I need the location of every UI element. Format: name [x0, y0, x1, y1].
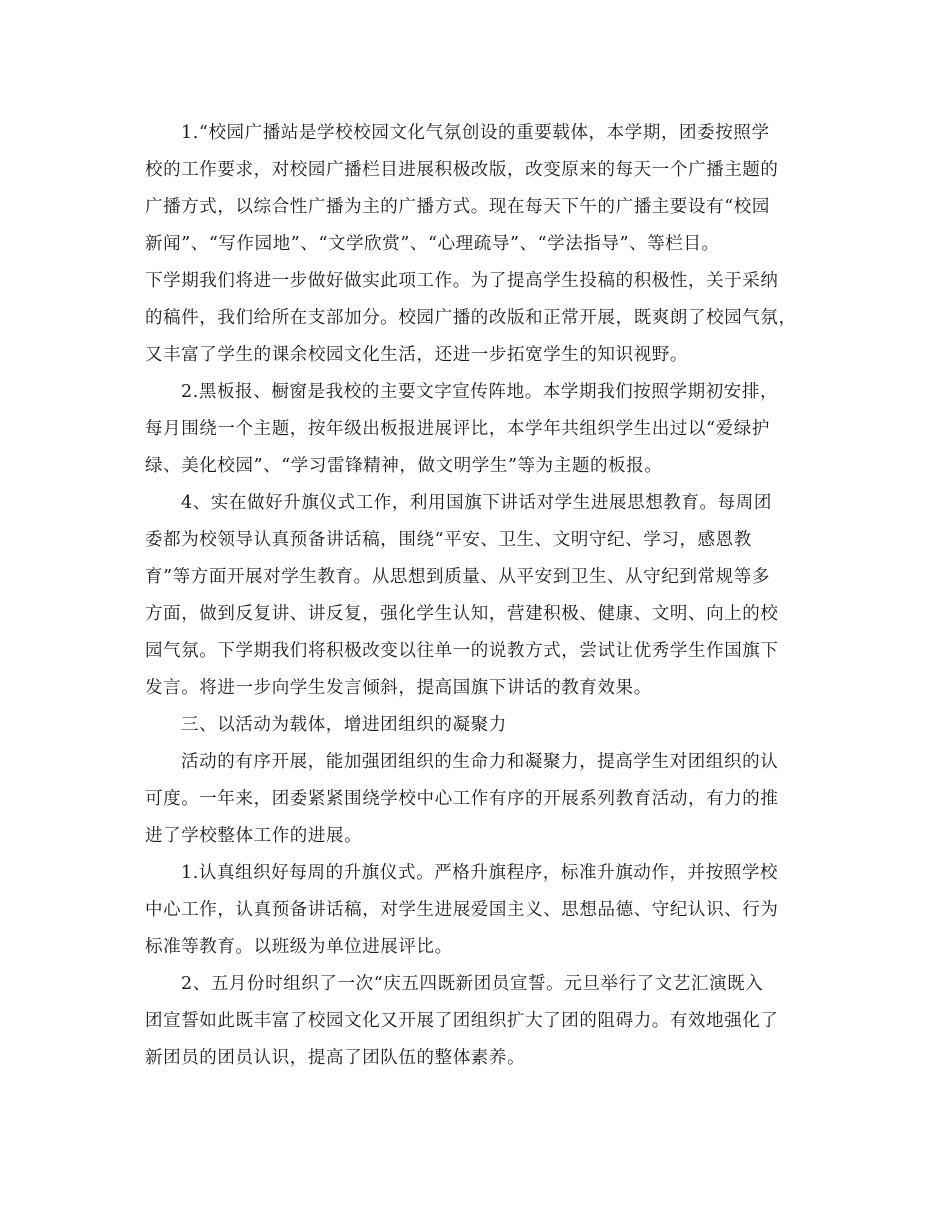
paragraph-line: 园气氛。下学期我们将积极改变以往单一的说教方式，尝试让优秀学生作国旗下 [145, 641, 779, 661]
section-heading: 三、以活动为载体，增进团组织的凝聚力 [181, 715, 507, 735]
paragraph-line: 委都为校领导认真预备讲话稿，围绕“平安、卫生、文明守纪、学习，感恩教 [145, 530, 752, 550]
paragraph-line: 新团员的团员认识，提高了团队伍的整体素养。 [145, 1048, 526, 1068]
paragraph-line: 方面，做到反复讲、讲反复，强化学生认知，营建积极、健康、文明、向上的校 [145, 604, 779, 624]
paragraph-line: 校的工作要求，对校园广播栏目进展积极改版，改变原来的每天一个广播主题的 [145, 160, 779, 180]
paragraph-line: 下学期我们将进一步做好做实此项工作。为了提高学生投稿的积极性，关于采纳 [145, 271, 779, 291]
paragraph-line: 绿、美化校园”、“学习雷锋精神，做文明学生”等为主题的板报。 [145, 456, 663, 476]
paragraph-line: 1.“校园广播站是学校校园文化气氛创设的重要载体，本学期，团委按照学 [181, 123, 770, 143]
paragraph-line: 团宣誓如此既丰富了校园文化又开展了团组织扩大了团的阻碍力。有效地强化了 [145, 1011, 779, 1031]
paragraph-line: 1.认真组织好每周的升旗仪式。严格升旗程序，标准升旗动作，并按照学校 [181, 863, 779, 883]
paragraph-line: 2.黑板报、橱窗是我校的主要文字宣传阵地。本学期我们按照学期初安排， [181, 382, 779, 402]
paragraph-line: 新闻”、“写作园地”、“文学欣赏”、“心理疏导”、“学法指导”、等栏目。 [145, 234, 720, 254]
paragraph-line: 发言。将进一步向学生发言倾斜，提高国旗下讲话的教育效果。 [145, 678, 652, 698]
paragraph-line: 标准等教育。以班级为单位进展评比。 [145, 937, 453, 957]
paragraph-line: 活动的有序开展，能加强团组织的生命力和凝聚力，提高学生对团组织的认 [181, 752, 779, 772]
paragraph-line: 广播方式，以综合性广播为主的广播方式。现在每天下午的广播主要设有“校园 [145, 197, 770, 217]
paragraph-line: 每月围绕一个主题，按年级出板报进展评比，本学年共组织学生出过以“爱绿护 [145, 419, 770, 439]
paragraph-line: 进了学校整体工作的进展。 [145, 826, 363, 846]
paragraph-line: 2、五月份时组织了一次“庆五四既新团员宣誓。元旦举行了文艺汇演既入 [181, 974, 764, 994]
document-body [145, 115, 810, 1077]
paragraph-line: 4、实在做好升旗仪式工作，利用国旗下讲话对学生进展思想教育。每周团 [181, 493, 772, 513]
paragraph-line: 的稿件，我们给所在支部加分。校园广播的改版和正常开展，既爽朗了校园气氛， [145, 308, 797, 328]
paragraph-line: 又丰富了学生的课余校园文化生活，还进一步拓宽学生的知识视野。 [145, 345, 688, 365]
paragraph-line: 中心工作，认真预备讲话稿，对学生进展爱国主义、思想品德、守纪认识、行为 [145, 900, 779, 920]
paragraph-line: 育”等方面开展对学生教育。从思想到质量、从平安到卫生、从守纪到常规等多 [145, 567, 770, 587]
paragraph-line: 可度。一年来，团委紧紧围绕学校中心工作有序的开展系列教育活动，有力的推 [145, 789, 779, 809]
